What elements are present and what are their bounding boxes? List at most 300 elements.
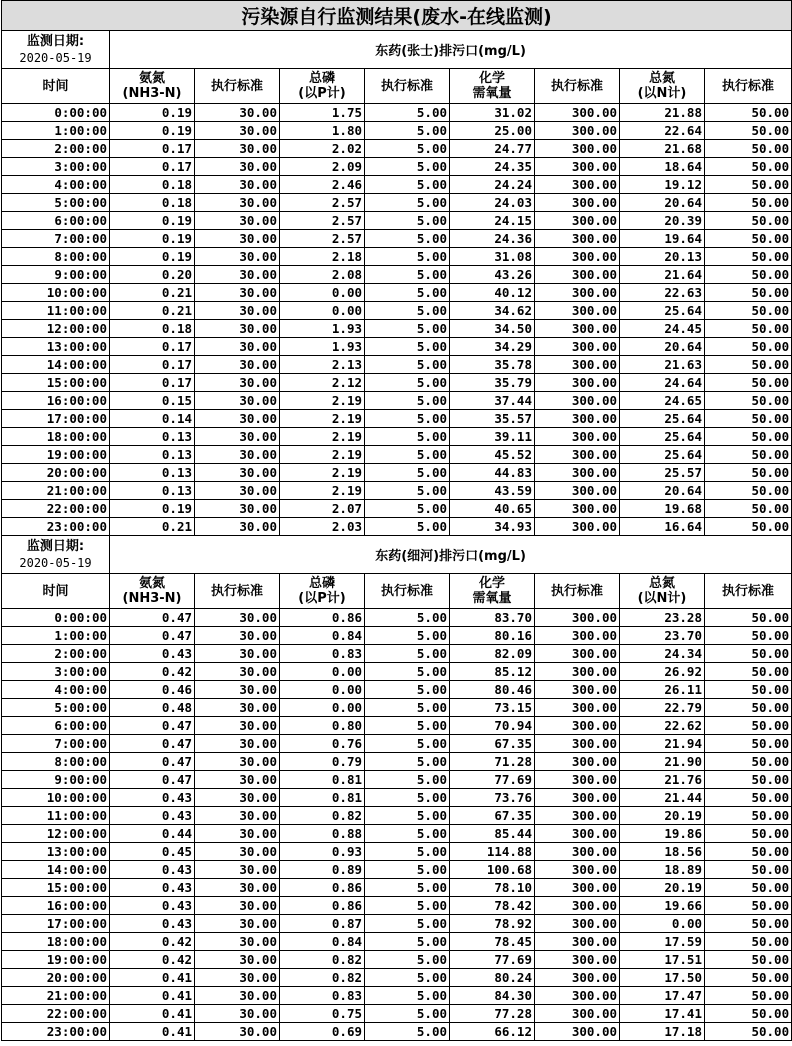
value-cell: 22.63 [620,284,705,302]
standard-header [195,574,280,609]
value-cell: 84.30 [450,987,535,1005]
table-row [2,446,792,464]
value-cell: 0.43 [110,807,195,825]
value-cell: 50.00 [705,915,792,933]
value-cell: 50.00 [705,807,792,825]
value-cell: 5.00 [365,518,450,536]
value-cell: 30.00 [195,717,280,735]
value-cell: 2.09 [280,158,365,176]
value-cell: 50.00 [705,158,792,176]
header-label: 总氮 [648,71,675,86]
table-row [2,861,792,879]
value-cell: 5.00 [365,609,450,627]
value-cell: 0.00 [280,302,365,320]
value-cell: 50.00 [705,374,792,392]
time-cell: 21:00:00 [2,987,110,1005]
value-cell: 0.84 [280,933,365,951]
value-cell: 0.86 [280,879,365,897]
value-cell: 30.00 [195,320,280,338]
time-cell: 17:00:00 [2,410,110,428]
value-cell: 30.00 [195,645,280,663]
value-cell: 300.00 [535,140,620,158]
value-cell: 0.84 [280,627,365,645]
value-cell: 300.00 [535,176,620,194]
value-cell: 50.00 [705,212,792,230]
standard-header [535,574,620,609]
date-value: 2020-05-19 [19,50,92,65]
table-row [2,699,792,717]
value-cell: 5.00 [365,248,450,266]
value-cell: 5.00 [365,446,450,464]
value-cell: 30.00 [195,771,280,789]
value-cell: 21.64 [620,266,705,284]
value-cell: 30.00 [195,915,280,933]
table-row [2,266,792,284]
value-cell: 5.00 [365,987,450,1005]
column-header-row [2,574,792,609]
value-cell: 300.00 [535,789,620,807]
value-cell: 83.70 [450,609,535,627]
table-row [2,1005,792,1023]
header-label: 时间 [42,78,69,94]
value-cell: 20.13 [620,248,705,266]
value-cell: 22.62 [620,717,705,735]
value-cell: 50.00 [705,392,792,410]
value-cell: 18.56 [620,843,705,861]
value-cell: 30.00 [195,122,280,140]
value-cell: 18.89 [620,861,705,879]
value-cell: 30.00 [195,230,280,248]
value-cell: 0.42 [110,951,195,969]
value-cell: 50.00 [705,194,792,212]
value-cell: 50.00 [705,627,792,645]
value-cell: 0.42 [110,663,195,681]
value-cell: 300.00 [535,951,620,969]
value-cell: 5.00 [365,699,450,717]
value-cell: 40.65 [450,500,535,518]
value-cell: 5.00 [365,663,450,681]
value-cell: 5.00 [365,176,450,194]
value-cell: 25.64 [620,446,705,464]
table-row [2,500,792,518]
value-cell: 5.00 [365,500,450,518]
value-cell: 300.00 [535,302,620,320]
value-cell: 30.00 [195,266,280,284]
value-cell: 1.75 [280,104,365,122]
table-row [2,897,792,915]
table-row [2,681,792,699]
value-cell: 50.00 [705,771,792,789]
value-cell: 300.00 [535,194,620,212]
value-cell: 300.00 [535,104,620,122]
value-cell: 24.77 [450,140,535,158]
value-cell: 24.35 [450,158,535,176]
value-cell: 5.00 [365,627,450,645]
value-cell: 82.09 [450,645,535,663]
value-cell: 19.64 [620,230,705,248]
value-cell: 0.76 [280,735,365,753]
value-cell: 5.00 [365,735,450,753]
value-cell: 0.18 [110,194,195,212]
value-cell: 24.36 [450,230,535,248]
table-row [2,320,792,338]
time-cell: 22:00:00 [2,1005,110,1023]
value-cell: 30.00 [195,807,280,825]
value-cell: 2.19 [280,410,365,428]
time-cell: 22:00:00 [2,500,110,518]
value-cell: 30.00 [195,897,280,915]
value-cell: 0.82 [280,951,365,969]
value-cell: 77.69 [450,951,535,969]
value-cell: 300.00 [535,392,620,410]
value-cell: 18.64 [620,158,705,176]
value-cell: 17.41 [620,1005,705,1023]
table-row [2,194,792,212]
value-cell: 300.00 [535,464,620,482]
table-row [2,609,792,627]
value-cell: 50.00 [705,609,792,627]
cod-header [450,69,535,104]
value-cell: 20.39 [620,212,705,230]
value-cell: 0.17 [110,140,195,158]
value-cell: 5.00 [365,374,450,392]
value-cell: 23.28 [620,609,705,627]
table-row [2,933,792,951]
value-cell: 5.00 [365,807,450,825]
column-header-row [2,69,792,104]
value-cell: 20.64 [620,482,705,500]
value-cell: 0.43 [110,915,195,933]
value-cell: 300.00 [535,987,620,1005]
time-cell: 15:00:00 [2,879,110,897]
value-cell: 30.00 [195,464,280,482]
value-cell: 21.88 [620,104,705,122]
value-cell: 25.64 [620,428,705,446]
value-cell: 0.14 [110,410,195,428]
value-cell: 24.15 [450,212,535,230]
value-cell: 30.00 [195,410,280,428]
phosphorus-header [280,574,365,609]
value-cell: 19.12 [620,176,705,194]
nitrogen-header [620,574,705,609]
table-row [2,464,792,482]
value-cell: 25.64 [620,410,705,428]
value-cell: 50.00 [705,230,792,248]
table-row [2,248,792,266]
time-cell: 14:00:00 [2,356,110,374]
time-cell: 18:00:00 [2,428,110,446]
value-cell: 30.00 [195,879,280,897]
value-cell: 21.94 [620,735,705,753]
value-cell: 50.00 [705,266,792,284]
value-cell: 30.00 [195,951,280,969]
value-cell: 0.21 [110,284,195,302]
value-cell: 5.00 [365,392,450,410]
value-cell: 30.00 [195,609,280,627]
table-row [2,843,792,861]
value-cell: 24.24 [450,176,535,194]
time-cell: 2:00:00 [2,645,110,663]
value-cell: 300.00 [535,897,620,915]
outlet-name: 东药(细河)排污口(mg/L) [110,536,792,574]
value-cell: 0.00 [280,284,365,302]
header-label: 总氮 [648,576,675,591]
value-cell: 300.00 [535,518,620,536]
value-cell: 5.00 [365,645,450,663]
value-cell: 5.00 [365,104,450,122]
table-row [2,410,792,428]
value-cell: 70.94 [450,717,535,735]
header-label: (以P计) [298,591,346,606]
value-cell: 0.43 [110,861,195,879]
value-cell: 24.45 [620,320,705,338]
value-cell: 30.00 [195,699,280,717]
value-cell: 30.00 [195,392,280,410]
value-cell: 0.41 [110,969,195,987]
value-cell: 0.87 [280,915,365,933]
value-cell: 66.12 [450,1023,535,1041]
value-cell: 0.82 [280,807,365,825]
value-cell: 30.00 [195,194,280,212]
table-row [2,482,792,500]
standard-header [705,574,792,609]
date-label: 监测日期: [26,33,85,49]
value-cell: 50.00 [705,140,792,158]
table-row [2,645,792,663]
value-cell: 30.00 [195,987,280,1005]
value-cell: 31.02 [450,104,535,122]
value-cell: 19.66 [620,897,705,915]
value-cell: 20.19 [620,879,705,897]
value-cell: 5.00 [365,122,450,140]
value-cell: 300.00 [535,735,620,753]
ammonia-header [110,69,195,104]
value-cell: 30.00 [195,969,280,987]
value-cell: 5.00 [365,897,450,915]
value-cell: 30.00 [195,302,280,320]
time-cell: 9:00:00 [2,771,110,789]
value-cell: 5.00 [365,212,450,230]
value-cell: 30.00 [195,861,280,879]
value-cell: 50.00 [705,735,792,753]
value-cell: 50.00 [705,500,792,518]
value-cell: 0.17 [110,356,195,374]
value-cell: 30.00 [195,428,280,446]
value-cell: 24.34 [620,645,705,663]
value-cell: 0.19 [110,248,195,266]
value-cell: 17.18 [620,1023,705,1041]
value-cell: 0.19 [110,122,195,140]
table-row [2,302,792,320]
value-cell: 50.00 [705,464,792,482]
table-row [2,1023,792,1041]
value-cell: 2.03 [280,518,365,536]
time-cell: 18:00:00 [2,933,110,951]
time-cell: 9:00:00 [2,266,110,284]
value-cell: 2.19 [280,446,365,464]
value-cell: 73.76 [450,789,535,807]
time-cell: 6:00:00 [2,717,110,735]
value-cell: 0.00 [280,663,365,681]
value-cell: 0.75 [280,1005,365,1023]
value-cell: 0.19 [110,230,195,248]
value-cell: 0.17 [110,374,195,392]
value-cell: 16.64 [620,518,705,536]
value-cell: 50.00 [705,699,792,717]
value-cell: 43.59 [450,482,535,500]
value-cell: 2.13 [280,356,365,374]
header-label: 总磷 [308,576,335,591]
header-label: 执行标准 [380,78,433,94]
standard-header [535,69,620,104]
value-cell: 24.03 [450,194,535,212]
value-cell: 300.00 [535,627,620,645]
value-cell: 0.43 [110,879,195,897]
value-cell: 30.00 [195,446,280,464]
value-cell: 26.11 [620,681,705,699]
value-cell: 300.00 [535,807,620,825]
value-cell: 17.51 [620,951,705,969]
outlet-name: 东药(张士)排污口(mg/L) [110,31,792,69]
value-cell: 0.47 [110,735,195,753]
value-cell: 50.00 [705,320,792,338]
time-cell: 7:00:00 [2,735,110,753]
value-cell: 2.57 [280,212,365,230]
value-cell: 0.83 [280,645,365,663]
value-cell: 5.00 [365,933,450,951]
value-cell: 2.19 [280,428,365,446]
table-row [2,717,792,735]
value-cell: 78.45 [450,933,535,951]
value-cell: 50.00 [705,284,792,302]
time-cell: 15:00:00 [2,374,110,392]
value-cell: 300.00 [535,933,620,951]
value-cell: 50.00 [705,248,792,266]
value-cell: 44.83 [450,464,535,482]
value-cell: 5.00 [365,482,450,500]
table-row [2,807,792,825]
value-cell: 21.90 [620,753,705,771]
value-cell: 300.00 [535,1023,620,1041]
value-cell: 114.88 [450,843,535,861]
value-cell: 30.00 [195,338,280,356]
value-cell: 50.00 [705,825,792,843]
value-cell: 30.00 [195,356,280,374]
value-cell: 0.43 [110,789,195,807]
value-cell: 0.43 [110,645,195,663]
value-cell: 34.29 [450,338,535,356]
value-cell: 300.00 [535,320,620,338]
value-cell: 300.00 [535,482,620,500]
value-cell: 0.47 [110,717,195,735]
header-label: 氨氮 [138,71,165,86]
value-cell: 50.00 [705,843,792,861]
value-cell: 30.00 [195,518,280,536]
table-row [2,374,792,392]
value-cell: 67.35 [450,735,535,753]
value-cell: 5.00 [365,681,450,699]
value-cell: 0.79 [280,753,365,771]
value-cell: 23.70 [620,627,705,645]
value-cell: 300.00 [535,825,620,843]
value-cell: 0.80 [280,717,365,735]
value-cell: 300.00 [535,699,620,717]
time-cell: 11:00:00 [2,807,110,825]
value-cell: 0.17 [110,338,195,356]
time-cell: 4:00:00 [2,681,110,699]
value-cell: 0.41 [110,987,195,1005]
value-cell: 1.93 [280,320,365,338]
value-cell: 0.20 [110,266,195,284]
table-row [2,284,792,302]
section-header [2,536,792,574]
value-cell: 0.47 [110,609,195,627]
section-header [2,31,792,69]
value-cell: 0.41 [110,1023,195,1041]
value-cell: 5.00 [365,428,450,446]
value-cell: 39.11 [450,428,535,446]
value-cell: 300.00 [535,717,620,735]
value-cell: 5.00 [365,302,450,320]
value-cell: 21.63 [620,356,705,374]
value-cell: 30.00 [195,627,280,645]
value-cell: 300.00 [535,609,620,627]
time-cell: 1:00:00 [2,627,110,645]
value-cell: 2.12 [280,374,365,392]
value-cell: 50.00 [705,104,792,122]
table-row [2,969,792,987]
value-cell: 30.00 [195,933,280,951]
table-row [2,230,792,248]
time-cell: 3:00:00 [2,663,110,681]
value-cell: 20.64 [620,338,705,356]
value-cell: 300.00 [535,122,620,140]
value-cell: 25.64 [620,302,705,320]
time-cell: 5:00:00 [2,699,110,717]
value-cell: 2.07 [280,500,365,518]
table-row [2,140,792,158]
value-cell: 30.00 [195,735,280,753]
value-cell: 0.13 [110,428,195,446]
header-label: 总磷 [308,71,335,86]
value-cell: 5.00 [365,1023,450,1041]
value-cell: 50.00 [705,428,792,446]
value-cell: 300.00 [535,500,620,518]
value-cell: 1.93 [280,338,365,356]
value-cell: 30.00 [195,789,280,807]
value-cell: 5.00 [365,753,450,771]
value-cell: 300.00 [535,266,620,284]
value-cell: 20.19 [620,807,705,825]
value-cell: 0.88 [280,825,365,843]
value-cell: 22.79 [620,699,705,717]
value-cell: 5.00 [365,194,450,212]
value-cell: 50.00 [705,681,792,699]
header-label: 执行标准 [550,78,603,94]
value-cell: 2.18 [280,248,365,266]
value-cell: 5.00 [365,951,450,969]
value-cell: 50.00 [705,302,792,320]
header-label: 执行标准 [210,583,263,599]
value-cell: 78.92 [450,915,535,933]
header-label: (以P计) [298,86,346,101]
value-cell: 50.00 [705,969,792,987]
time-cell: 2:00:00 [2,140,110,158]
time-cell: 10:00:00 [2,284,110,302]
value-cell: 50.00 [705,482,792,500]
value-cell: 0.86 [280,897,365,915]
value-cell: 300.00 [535,681,620,699]
